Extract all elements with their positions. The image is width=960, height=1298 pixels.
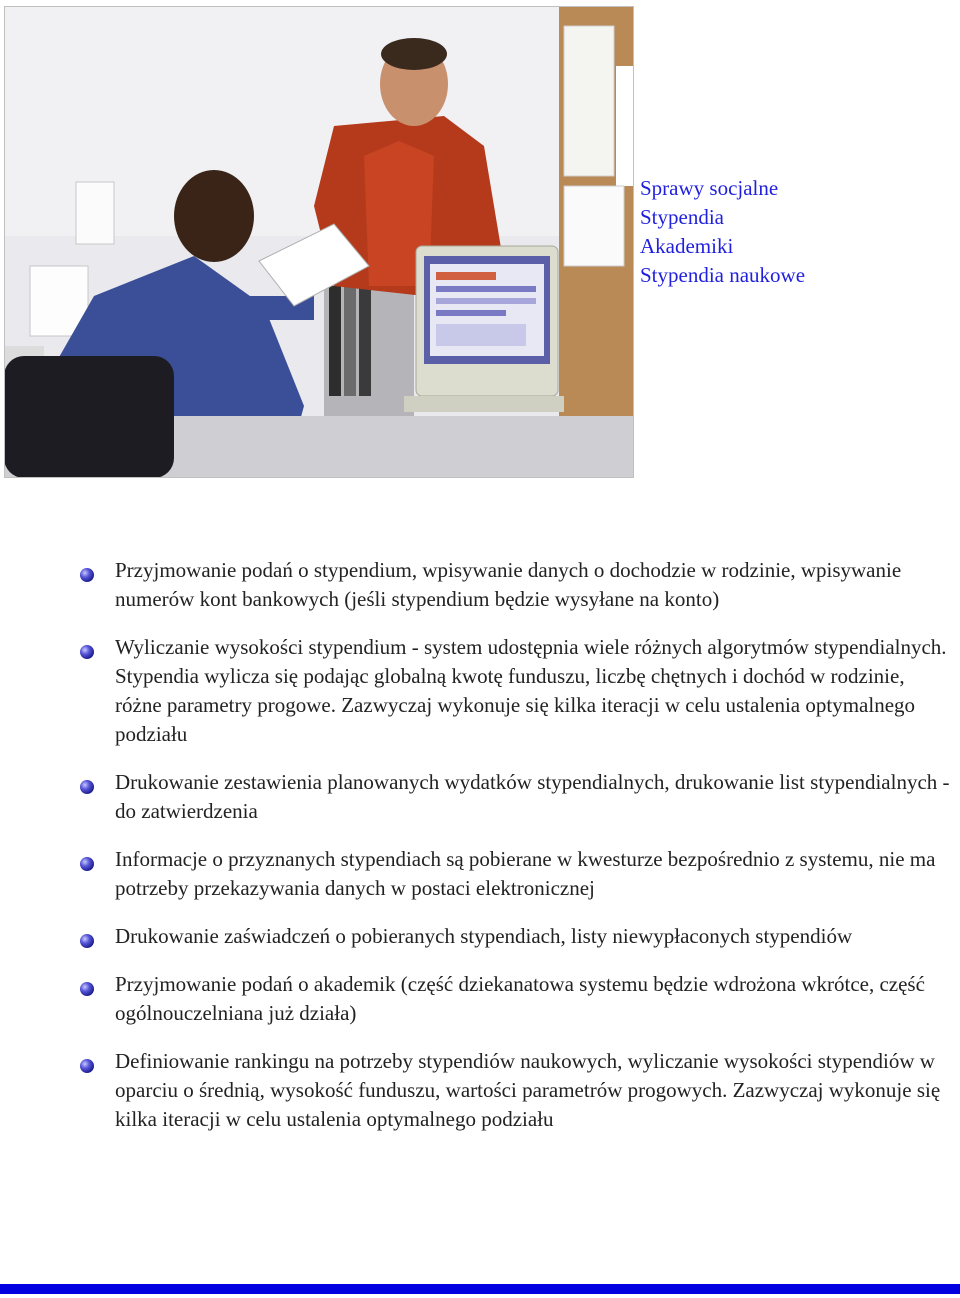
bullet-item xyxy=(78,768,950,826)
bullet-item xyxy=(78,633,950,749)
bullet-item xyxy=(78,1047,950,1134)
topic-item: Sprawy socjalne xyxy=(640,176,779,200)
bullet-text: Definiowanie rankingu na potrzeby stypendiów naukowych, wyliczanie wysokości stypendiów w oparciu o średnią, wysokość funduszu, wartości parametrów progowych. Zazwyczaj wykonuje się kilka iteracji w celu ustalenia optymalnego podziału xyxy=(115,1049,941,1131)
bullet-icon xyxy=(80,645,94,659)
bullet-icon xyxy=(80,982,94,996)
bullet-icon xyxy=(80,934,94,948)
bullet-item xyxy=(78,922,950,951)
bullet-icon xyxy=(80,1059,94,1073)
bullet-item xyxy=(78,845,950,903)
office-photo xyxy=(4,6,634,478)
topic-item: Stypendia naukowe xyxy=(640,263,806,287)
bullet-icon xyxy=(80,568,94,582)
bullet-icon xyxy=(80,857,94,871)
bullet-text: Wyliczanie wysokości stypendium - system udostępnia wiele różnych algorytmów stypendialnych. Stypendia wylicza się podając globalną kwotę funduszu, liczbę chętnych i dochód w rodzinie, różne parametry progowe. Zazwyczaj wykonuje się kilka iteracji w celu ustalenia optymalnego podziału xyxy=(115,635,947,746)
footer-bar xyxy=(0,1284,960,1294)
bullet-text: Przyjmowanie podań o stypendium, wpisywanie danych o dochodzie w rodzinie, wpisywanie numerów kont bankowych (jeśli stypendium będzie wysyłane na konto) xyxy=(115,558,902,611)
bullet-text: Drukowanie zaświadczeń o pobieranych stypendiach, listy niewypłaconych stypendiów xyxy=(115,924,853,948)
bullet-text: Drukowanie zestawienia planowanych wydatków stypendialnych, drukowanie list stypendialnych - do zatwierdzenia xyxy=(115,770,950,823)
topic-list xyxy=(640,174,805,290)
bullet-text: Informacje o przyznanych stypendiach są pobierane w kwesturze bezpośrednio z systemu, nie ma potrzeby przekazywania danych w postaci elektronicznej xyxy=(115,847,936,900)
feature-bullet-list xyxy=(78,556,950,1153)
bullet-item xyxy=(78,556,950,614)
topic-item: Akademiki xyxy=(640,234,734,258)
bullet-item xyxy=(78,970,950,1028)
topic-item: Stypendia xyxy=(640,205,724,229)
bullet-text: Przyjmowanie podań o akademik (część dziekanatowa systemu będzie wdrożona wkrótce, część ogólnouczelniana już działa) xyxy=(115,972,925,1025)
bullet-icon xyxy=(80,780,94,794)
